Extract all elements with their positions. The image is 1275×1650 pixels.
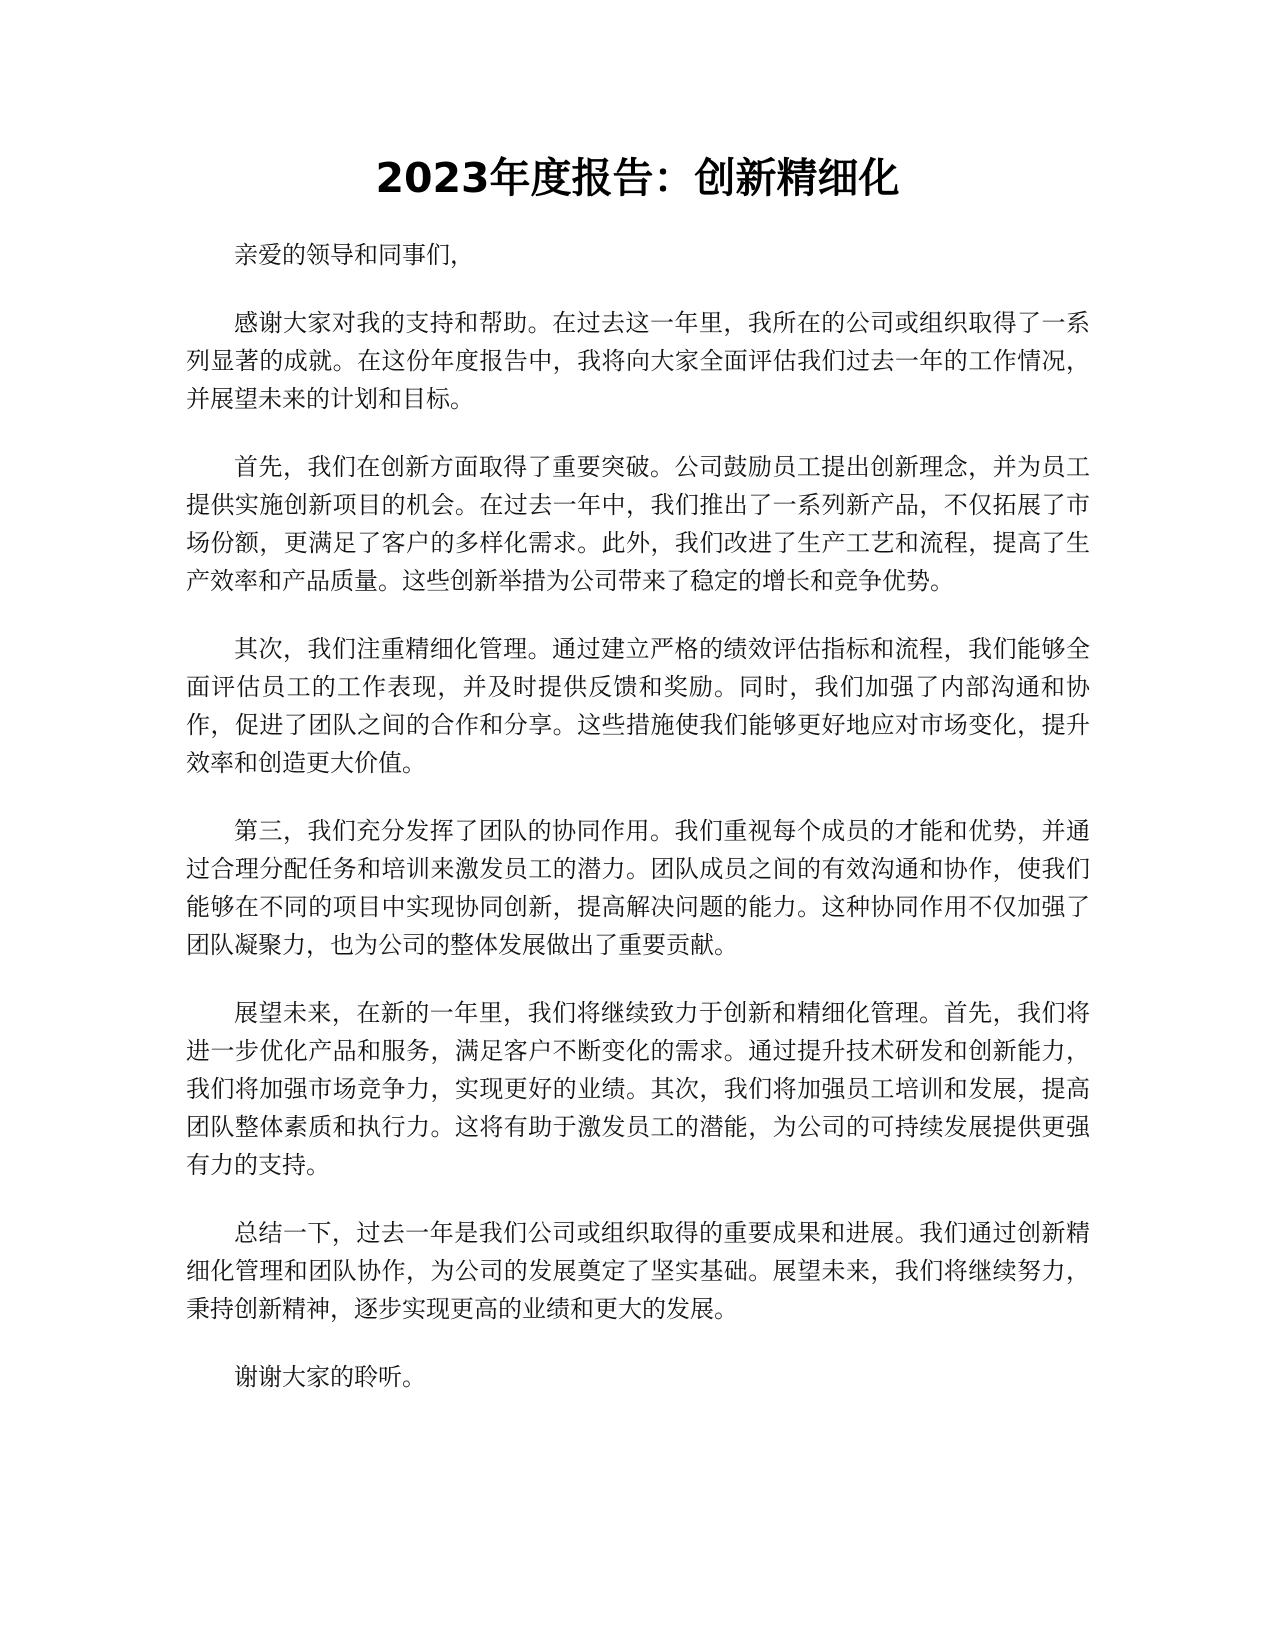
paragraph-outlook: 展望未来，在新的一年里，我们将继续致力于创新和精细化管理。首先，我们将进一步优化产品和服务，满足客户不断变化的需求。通过提升技术研发和创新能力，我们将加强市场竞争力，实现更好的业绩。其次，我们将加强员工培训和发展，提高团队整体素质和执行力。这将有助于激发员工的潜能，为公司的可持续发展提供更强有力的支持。	[186, 999, 1090, 1179]
paragraph-intro: 感谢大家对我的支持和帮助。在过去这一年里，我所在的公司或组织取得了一系列显著的成就。在这份年度报告中，我将向大家全面评估我们过去一年的工作情况，并展望未来的计划和目标。	[186, 309, 1090, 413]
document-title: 2023年度报告：创新精细化	[375, 154, 900, 202]
paragraph-team-synergy: 第三，我们充分发挥了团队的协同作用。我们重视每个成员的才能和优势，并通过合理分配任务和培训来激发员工的潜力。团队成员之间的有效沟通和协作，使我们能够在不同的项目中实现协同创新，提高解决问题的能力。这种协同作用不仅加强了团队凝聚力，也为公司的整体发展做出了重要贡献。	[186, 817, 1090, 959]
paragraph-refined-management: 其次，我们注重精细化管理。通过建立严格的绩效评估指标和流程，我们能够全面评估员工的工作表现，并及时提供反馈和奖励。同时，我们加强了内部沟通和协作，促进了团队之间的合作和分享。这些措施使我们能够更好地应对市场变化，提升效率和创造更大价值。	[186, 635, 1090, 777]
document-body	[186, 236, 1090, 1426]
paragraph-summary: 总结一下，过去一年是我们公司或组织取得的重要成果和进展。我们通过创新精细化管理和团队协作，为公司的发展奠定了坚实基础。展望未来，我们将继续努力，秉持创新精神，逐步实现更高的业绩和更大的发展。	[186, 1219, 1090, 1323]
paragraph-innovation: 首先，我们在创新方面取得了重要突破。公司鼓励员工提出创新理念，并为员工提供实施创新项目的机会。在过去一年中，我们推出了一系列新产品，不仅拓展了市场份额，更满足了客户的多样化需求。此外，我们改进了生产工艺和流程，提高了生产效率和产品质量。这些创新举措为公司带来了稳定的增长和竞争优势。	[186, 453, 1090, 595]
paragraph-salutation: 亲爱的领导和同事们，	[234, 241, 474, 269]
paragraph-closing: 谢谢大家的聆听。	[234, 1363, 426, 1391]
